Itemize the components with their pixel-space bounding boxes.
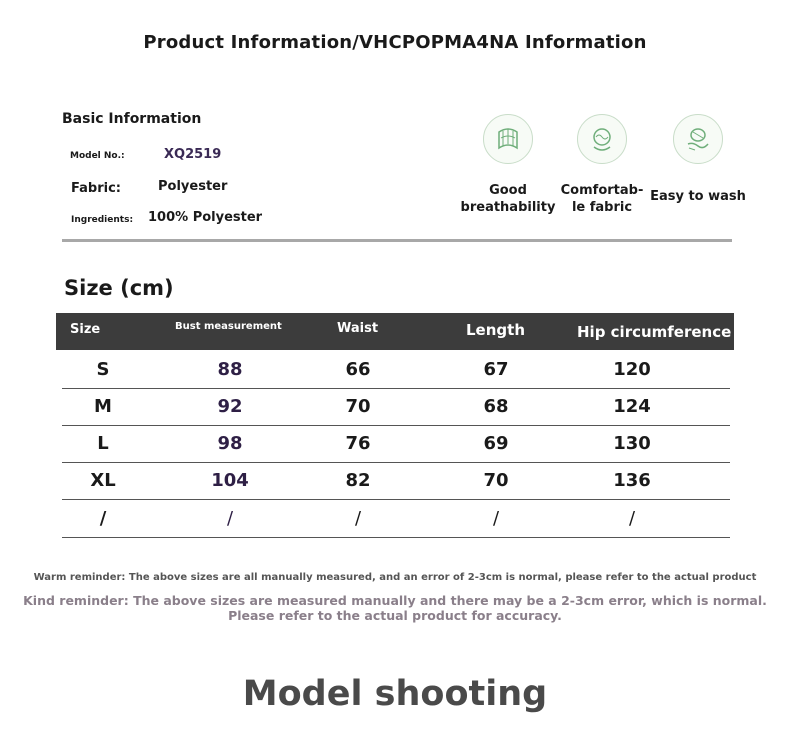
comfort-fabric-icon [577, 114, 627, 164]
cell-size: XL [90, 470, 116, 491]
ingredients-label: Ingredients: [71, 215, 134, 225]
cell-waist: / [354, 508, 362, 529]
breathable-fabric-icon [483, 114, 533, 164]
cell-length: 68 [483, 396, 509, 417]
feature-breathability [458, 114, 558, 215]
warm-reminder: Warm reminder: The above sizes are all manually measured, and an error of 2-3cm is normal, please refer to the actual product [33, 572, 757, 583]
cell-bust: 104 [211, 470, 249, 491]
model-number-label: Model No.: [70, 151, 125, 161]
cell-hip: 130 [613, 433, 651, 454]
cell-size: / [99, 508, 107, 529]
column-header-size: Size [70, 322, 101, 337]
cell-size: S [96, 359, 110, 380]
cell-waist: 76 [345, 433, 371, 454]
feature-comfort-label: Comfortab- le fabric [560, 183, 644, 215]
kind-reminder-line2: Please refer to the actual product for accuracy. [228, 608, 562, 623]
size-table-header [56, 313, 734, 350]
column-header-waist: Waist [337, 321, 379, 336]
cell-hip: 120 [613, 359, 651, 380]
cell-length: / [492, 508, 500, 529]
feature-breathability-label: Good breathability [460, 183, 556, 215]
kind-reminder-line1: Kind reminder: The above sizes are measured manually and there may be a 2-3cm error, which is normal. [23, 593, 767, 608]
table-row [62, 351, 730, 389]
cell-bust: 88 [217, 359, 243, 380]
easy-wash-icon [673, 114, 723, 164]
column-header-bust: Bust measurement [175, 321, 282, 332]
fabric-value: Polyester [158, 179, 228, 194]
cell-bust: 98 [217, 433, 243, 454]
table-row [62, 425, 730, 463]
model-shooting-heading: Model shooting [242, 674, 548, 714]
cell-size: M [94, 396, 112, 417]
size-heading: Size (cm) [64, 276, 174, 300]
kind-reminder [0, 593, 790, 623]
table-row [62, 462, 730, 500]
model-number-value: XQ2519 [164, 147, 222, 162]
page-title: Product Information/VHCPOPMA4NA Information [143, 32, 647, 53]
cell-waist: 82 [345, 470, 371, 491]
table-row [62, 388, 730, 426]
cell-waist: 66 [345, 359, 371, 380]
cell-bust: / [226, 508, 234, 529]
cell-size: L [97, 433, 109, 454]
cell-length: 67 [483, 359, 509, 380]
cell-length: 70 [483, 470, 509, 491]
column-header-length: Length [466, 321, 525, 339]
cell-length: 69 [483, 433, 509, 454]
section-divider [62, 239, 732, 242]
cell-bust: 92 [217, 396, 243, 417]
cell-hip: 124 [613, 396, 651, 417]
ingredients-value: 100% Polyester [148, 210, 263, 225]
column-header-hip: Hip circumference [577, 323, 732, 341]
feature-comfort [552, 114, 652, 215]
cell-waist: 70 [345, 396, 371, 417]
fabric-label: Fabric: [71, 181, 121, 196]
feature-easy-wash [648, 114, 748, 204]
basic-info-heading: Basic Information [62, 111, 202, 127]
table-row [62, 500, 730, 538]
feature-easy-wash-label: Easy to wash [650, 189, 746, 204]
cell-hip: / [628, 508, 636, 529]
cell-hip: 136 [613, 470, 651, 491]
